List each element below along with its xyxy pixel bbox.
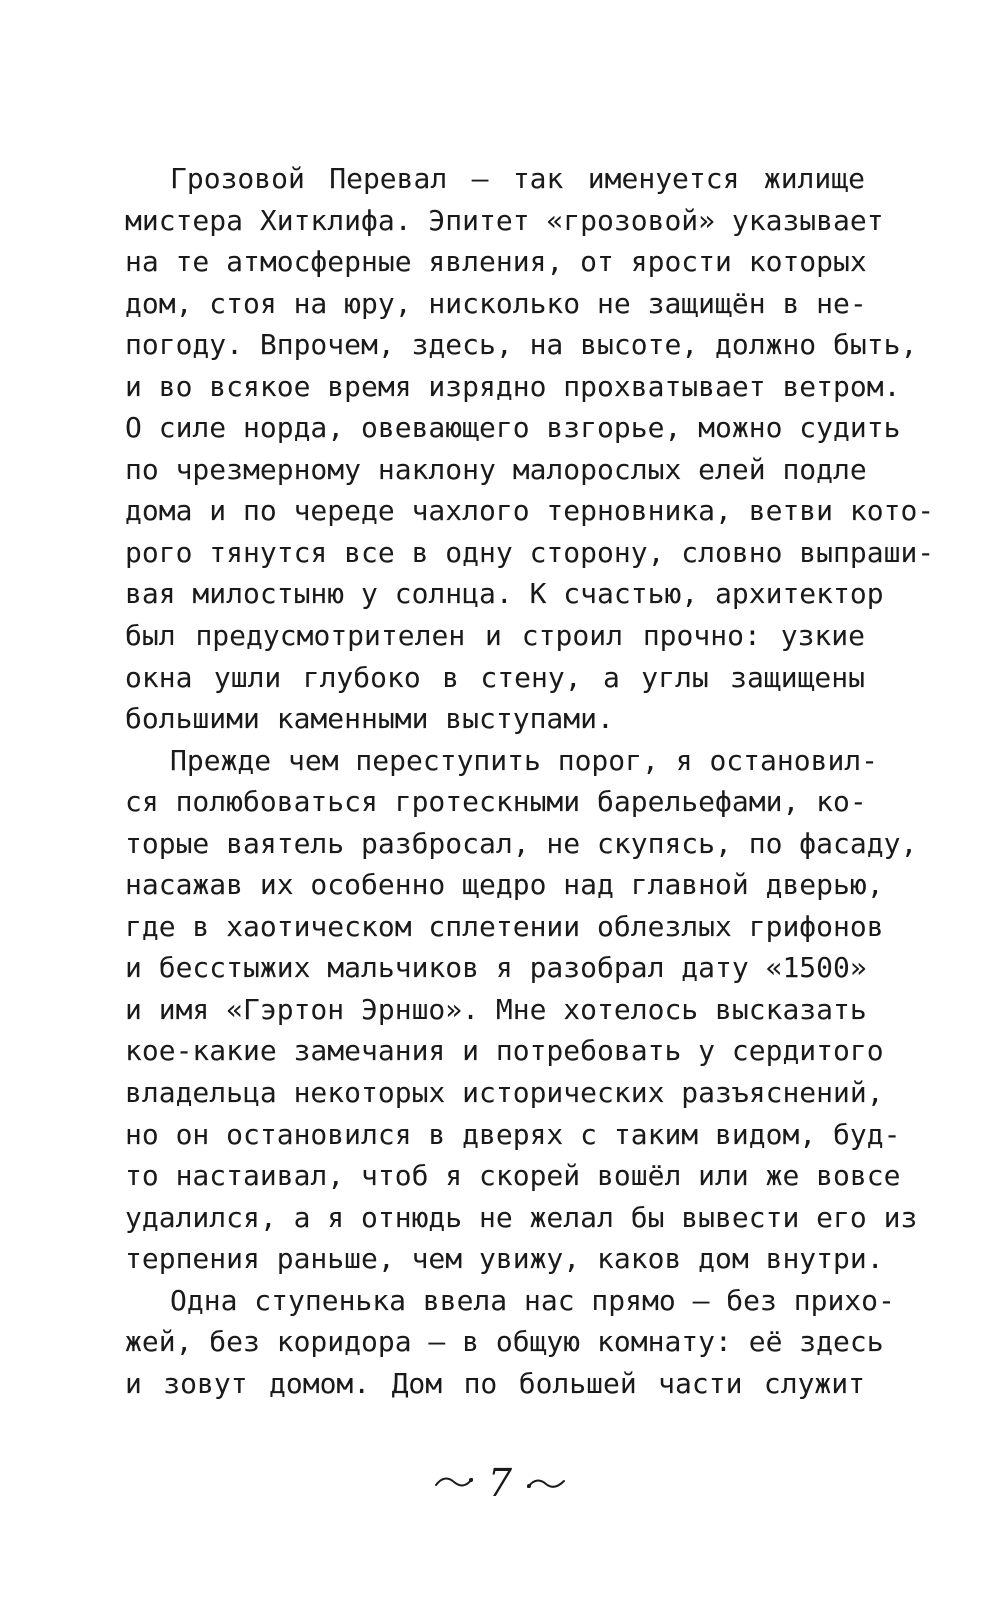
text-line: Грозовой Перевал — так именуется жилище <box>170 162 865 195</box>
text-line: кое-какие замечания и потребовать у сердитого <box>125 1034 884 1068</box>
text-line: где в хаотическом сплетении облезлых грифонов <box>125 909 884 943</box>
text-line: рого тянутся все в одну сторону, словно выпраши- <box>125 535 935 569</box>
text-line: О силе норда, овевающего взгорье, можно судить <box>125 411 901 445</box>
text-line: торые ваятель разбросал, не скупясь, по фасаду, <box>125 826 918 860</box>
text-line: на те атмосферные явления, от ярости которых <box>125 245 867 279</box>
right-flourish-icon <box>526 1473 566 1493</box>
text-line: большими каменными выступами. <box>125 702 614 736</box>
left-flourish-icon <box>434 1473 474 1493</box>
page-number-footer <box>400 1458 600 1508</box>
text-line: удалился, а я отнюдь не желал бы вывести его из <box>125 1200 918 1234</box>
page-number: 7 <box>487 1461 513 1505</box>
text-line: погоду. Впрочем, здесь, на высоте, должно быть, <box>125 328 918 362</box>
text-line: дома и по череде чахлого терновника, ветви кото- <box>125 494 935 528</box>
text-line: насажав их особенно щедро над главной дверью, <box>125 868 884 902</box>
text-line: мистера Хитклифа. Эпитет «грозовой» указывает <box>125 203 884 237</box>
text-line: жей, без коридора — в общую комнату: её здесь <box>125 1325 884 1359</box>
text-line: и во всякое время изрядно прохватывает ветром. <box>125 369 901 403</box>
text-line: дом, стоя на юру, нисколько не защищён в не- <box>125 286 867 320</box>
body-text <box>125 158 935 1404</box>
text-line: то настаивал, чтоб я скорей вошёл или же вовсе <box>125 1159 901 1193</box>
text-line: владельца некоторых исторических разъяснений, <box>125 1076 884 1110</box>
text-line: терпения раньше, чем увижу, каков дом внутри. <box>125 1242 884 1276</box>
text-line: Прежде чем переступить порог, я остановил- <box>170 743 879 777</box>
text-line: вая милостыню у солнца. К счастью, архитектор <box>125 577 884 611</box>
text-line: и бесстыжих мальчиков я разобрал дату «1500» <box>125 951 867 985</box>
text-line: по чрезмерному наклону малорослых елей подле <box>125 452 867 486</box>
text-line: Одна ступенька ввела нас прямо — без прихо- <box>170 1283 895 1317</box>
text-line: но он остановился в дверях с таким видом, буд- <box>125 1117 901 1151</box>
text-line: ся полюбоваться гротескными барельефами, ко- <box>125 785 867 819</box>
text-line: и имя «Гэртон Эрншо». Мне хотелось высказать <box>125 992 867 1026</box>
text-line: и зовут домом. Дом по большей части служит <box>125 1366 865 1400</box>
text-line: был предусмотрителен и строил прочно: узкие <box>125 619 865 653</box>
text-line: окна ушли глубоко в стену, а углы защищены <box>125 660 865 694</box>
